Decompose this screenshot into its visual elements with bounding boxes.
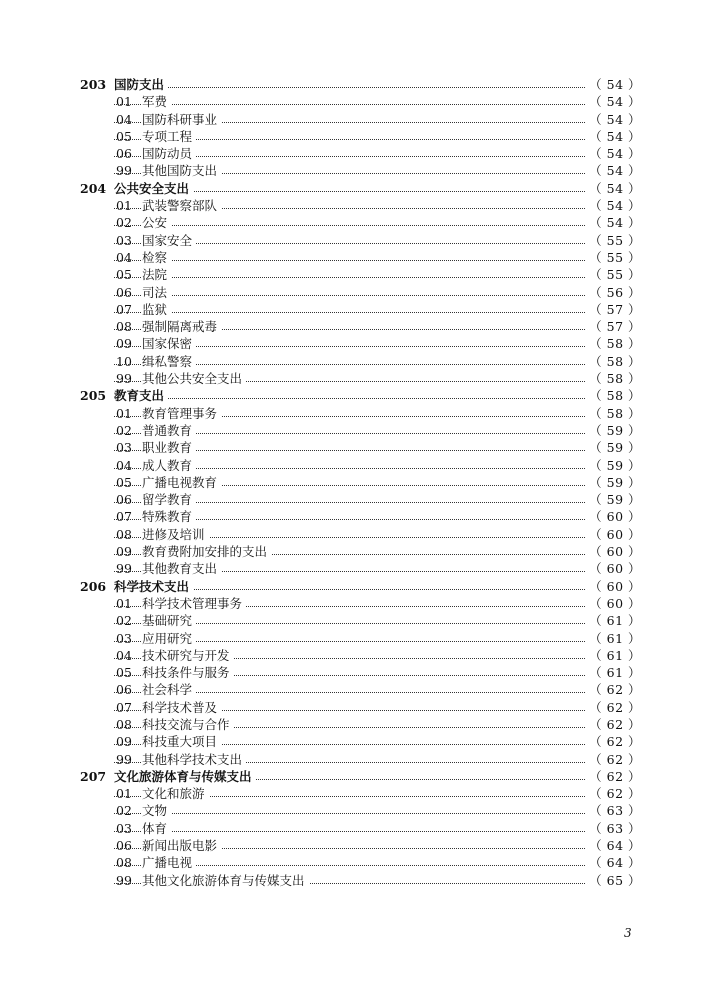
toc-page-ref: （ 57 ）: [585, 318, 641, 335]
toc-code: 204: [80, 180, 107, 196]
toc-item-row[interactable]: [0, 491, 721, 508]
toc-title: 缉私警察: [142, 353, 196, 370]
table-of-contents: [0, 76, 721, 889]
toc-page-ref: （ 60 ）: [585, 560, 641, 577]
toc-item-row[interactable]: [0, 422, 721, 439]
toc-code: 05: [116, 665, 132, 681]
toc-page-ref: （ 60 ）: [585, 508, 641, 525]
toc-item-row[interactable]: [0, 474, 721, 491]
toc-page-ref: （ 54 ）: [585, 162, 641, 179]
toc-code: 02: [116, 803, 132, 819]
toc-item-row[interactable]: [0, 249, 721, 266]
toc-page-ref: （ 56 ）: [585, 284, 641, 301]
toc-title: 广播电视教育: [142, 474, 221, 491]
toc-title: 新闻出版电影: [142, 837, 221, 854]
toc-page-ref: （ 59 ）: [585, 439, 641, 456]
toc-code: 01: [116, 405, 132, 421]
toc-code: 01: [116, 198, 132, 214]
toc-item-row[interactable]: [0, 612, 721, 629]
toc-item-row[interactable]: [0, 439, 721, 456]
toc-code: 09: [116, 544, 132, 560]
toc-page-ref: （ 60 ）: [585, 595, 641, 612]
toc-item-row[interactable]: [0, 664, 721, 681]
toc-item-row[interactable]: [0, 526, 721, 543]
toc-code: 07: [116, 509, 132, 525]
toc-page-ref: （ 64 ）: [585, 837, 641, 854]
toc-page-ref: （ 55 ）: [585, 232, 641, 249]
toc-title: 成人教育: [142, 457, 196, 474]
toc-code: 04: [116, 249, 132, 265]
toc-page-ref: （ 59 ）: [585, 457, 641, 474]
toc-code: 01: [116, 595, 132, 611]
dot-leader: [114, 277, 607, 278]
toc-code: 03: [116, 232, 132, 248]
toc-section-row[interactable]: [0, 578, 721, 595]
toc-code: 10: [116, 353, 132, 369]
toc-page-ref: （ 54 ）: [585, 197, 641, 214]
toc-page-ref: （ 63 ）: [585, 820, 641, 837]
toc-title: 专项工程: [142, 128, 196, 145]
toc-title: 强制隔离戒毒: [142, 318, 221, 335]
dot-leader: [114, 295, 607, 296]
dot-leader: [114, 260, 607, 261]
toc-code: 01: [116, 94, 132, 110]
toc-code: 03: [116, 820, 132, 836]
toc-title: 其他科学技术支出: [142, 751, 246, 768]
toc-code: 04: [116, 457, 132, 473]
toc-page-ref: （ 54 ）: [585, 145, 641, 162]
toc-page-ref: （ 62 ）: [585, 681, 641, 698]
toc-code: 04: [116, 111, 132, 127]
toc-item-row[interactable]: [0, 266, 721, 283]
toc-code: 205: [80, 388, 107, 404]
toc-title: 科学技术管理事务: [142, 595, 246, 612]
toc-item-row[interactable]: [0, 681, 721, 698]
toc-title: 教育支出: [114, 387, 168, 404]
toc-item-row[interactable]: [0, 699, 721, 716]
toc-title: 其他公共安全支出: [142, 370, 246, 387]
toc-item-row[interactable]: [0, 232, 721, 249]
toc-title: 检察: [142, 249, 171, 266]
dot-leader: [114, 831, 607, 832]
toc-code: 05: [116, 128, 132, 144]
toc-page-ref: （ 54 ）: [585, 76, 641, 93]
toc-code: 08: [116, 526, 132, 542]
toc-page-ref: （ 65 ）: [585, 872, 641, 889]
toc-title: 国家安全: [142, 232, 196, 249]
toc-title: 法院: [142, 266, 171, 283]
toc-title: 文化和旅游: [142, 785, 209, 802]
toc-title: 武装警察部队: [142, 197, 221, 214]
toc-title: 监狱: [142, 301, 171, 318]
toc-page-ref: （ 64 ）: [585, 854, 641, 871]
toc-page-ref: （ 61 ）: [585, 647, 641, 664]
toc-code: 02: [116, 613, 132, 629]
toc-page-ref: （ 62 ）: [585, 699, 641, 716]
dot-leader: [114, 87, 607, 88]
toc-code: 06: [116, 146, 132, 162]
toc-title: 技术研究与开发: [142, 647, 234, 664]
toc-item-row[interactable]: [0, 751, 721, 768]
toc-item-row[interactable]: [0, 128, 721, 145]
toc-page-ref: （ 58 ）: [585, 387, 641, 404]
toc-code: 08: [116, 319, 132, 335]
toc-page-ref: （ 62 ）: [585, 733, 641, 750]
toc-title: 科学技术支出: [114, 578, 193, 595]
toc-title: 科技重大项目: [142, 733, 221, 750]
toc-code: 04: [116, 647, 132, 663]
toc-page-ref: （ 58 ）: [585, 370, 641, 387]
toc-item-row[interactable]: [0, 353, 721, 370]
toc-title: 职业教育: [142, 439, 196, 456]
page-number: 3: [624, 926, 632, 940]
toc-title: 特殊教育: [142, 508, 196, 525]
toc-code: 203: [80, 77, 107, 92]
toc-item-row[interactable]: [0, 854, 721, 871]
toc-code: 99: [116, 751, 132, 767]
toc-title: 普通教育: [142, 422, 196, 439]
toc-code: 03: [116, 630, 132, 646]
toc-code: 07: [116, 301, 132, 317]
toc-page-ref: （ 55 ）: [585, 249, 641, 266]
toc-title: 国防动员: [142, 145, 196, 162]
toc-title: 其他文化旅游体育与传媒支出: [142, 872, 309, 889]
toc-page-ref: （ 63 ）: [585, 802, 641, 819]
toc-page-ref: （ 62 ）: [585, 785, 641, 802]
dot-leader: [114, 225, 607, 226]
toc-item-row[interactable]: [0, 405, 721, 422]
toc-page-ref: （ 61 ）: [585, 630, 641, 647]
toc-item-row[interactable]: [0, 162, 721, 179]
toc-title: 应用研究: [142, 630, 196, 647]
toc-title: 其他教育支出: [142, 560, 221, 577]
toc-item-row[interactable]: [0, 630, 721, 647]
toc-section-row[interactable]: [0, 387, 721, 404]
toc-section-row[interactable]: [0, 180, 721, 197]
toc-item-row[interactable]: [0, 785, 721, 802]
toc-title: 广播电视: [142, 854, 196, 871]
toc-title: 科技条件与服务: [142, 664, 234, 681]
toc-item-row[interactable]: [0, 508, 721, 525]
toc-title: 教育费附加安排的支出: [142, 543, 271, 560]
toc-code: 09: [116, 336, 132, 352]
toc-title: 文物: [142, 802, 171, 819]
toc-item-row[interactable]: [0, 802, 721, 819]
toc-code: 02: [116, 422, 132, 438]
toc-code: 05: [116, 474, 132, 490]
toc-item-row[interactable]: [0, 820, 721, 837]
toc-code: 207: [80, 768, 107, 784]
toc-item-row[interactable]: [0, 733, 721, 750]
toc-page-ref: （ 54 ）: [585, 93, 641, 110]
toc-page-ref: （ 60 ）: [585, 578, 641, 595]
toc-title: 公共安全支出: [114, 180, 193, 197]
toc-item-row[interactable]: [0, 872, 721, 889]
toc-page-ref: （ 54 ）: [585, 128, 641, 145]
toc-section-row[interactable]: [0, 768, 721, 785]
toc-code: 08: [116, 855, 132, 871]
toc-page-ref: （ 62 ）: [585, 716, 641, 733]
toc-page-ref: （ 58 ）: [585, 405, 641, 422]
toc-title: 司法: [142, 284, 171, 301]
toc-item-row[interactable]: [0, 716, 721, 733]
dot-leader: [114, 104, 607, 105]
toc-page-ref: （ 62 ）: [585, 751, 641, 768]
toc-title: 国家保密: [142, 335, 196, 352]
toc-title: 国防支出: [114, 76, 168, 93]
toc-code: 07: [116, 699, 132, 715]
toc-title: 文化旅游体育与传媒支出: [114, 768, 256, 785]
toc-title: 其他国防支出: [142, 162, 221, 179]
toc-code: 99: [116, 561, 132, 577]
toc-title: 基础研究: [142, 612, 196, 629]
toc-code: 06: [116, 838, 132, 854]
toc-code: 06: [116, 682, 132, 698]
toc-page-ref: （ 54 ）: [585, 180, 641, 197]
toc-page-ref: （ 59 ）: [585, 422, 641, 439]
toc-code: 08: [116, 716, 132, 732]
toc-title: 军费: [142, 93, 171, 110]
dot-leader: [114, 398, 607, 399]
toc-item-row[interactable]: [0, 145, 721, 162]
toc-page-ref: （ 57 ）: [585, 301, 641, 318]
toc-title: 公安: [142, 214, 171, 231]
toc-title: 社会科学: [142, 681, 196, 698]
toc-title: 科学技术普及: [142, 699, 221, 716]
toc-page-ref: （ 54 ）: [585, 111, 641, 128]
toc-page-ref: （ 58 ）: [585, 353, 641, 370]
toc-item-row[interactable]: [0, 284, 721, 301]
toc-section-row[interactable]: [0, 76, 721, 93]
toc-item-row[interactable]: [0, 595, 721, 612]
toc-item-row[interactable]: [0, 93, 721, 110]
toc-item-row[interactable]: [0, 301, 721, 318]
toc-page-ref: （ 55 ）: [585, 266, 641, 283]
toc-page-ref: （ 60 ）: [585, 543, 641, 560]
toc-code: 02: [116, 215, 132, 231]
toc-page-ref: （ 61 ）: [585, 664, 641, 681]
toc-item-row[interactable]: [0, 318, 721, 335]
toc-item-row[interactable]: [0, 647, 721, 664]
toc-item-row[interactable]: [0, 543, 721, 560]
toc-code: 06: [116, 284, 132, 300]
toc-code: 206: [80, 578, 107, 594]
toc-page-ref: （ 58 ）: [585, 335, 641, 352]
toc-title: 进修及培训: [142, 526, 209, 543]
toc-code: 99: [116, 163, 132, 179]
toc-item-row[interactable]: [0, 837, 721, 854]
toc-item-row[interactable]: [0, 560, 721, 577]
toc-item-row[interactable]: [0, 457, 721, 474]
toc-code: 05: [116, 267, 132, 283]
toc-title: 留学教育: [142, 491, 196, 508]
toc-item-row[interactable]: [0, 370, 721, 387]
toc-title: 科技交流与合作: [142, 716, 234, 733]
toc-item-row[interactable]: [0, 214, 721, 231]
dot-leader: [114, 813, 607, 814]
toc-page-ref: （ 54 ）: [585, 214, 641, 231]
toc-page-ref: （ 61 ）: [585, 612, 641, 629]
toc-title: 体育: [142, 820, 171, 837]
toc-page-ref: （ 60 ）: [585, 526, 641, 543]
toc-page-ref: （ 62 ）: [585, 768, 641, 785]
toc-code: 06: [116, 492, 132, 508]
dot-leader: [114, 312, 607, 313]
toc-code: 99: [116, 371, 132, 387]
toc-page-ref: （ 59 ）: [585, 491, 641, 508]
toc-item-row[interactable]: [0, 197, 721, 214]
toc-code: 01: [116, 786, 132, 802]
toc-code: 99: [116, 872, 132, 888]
toc-title: 国防科研事业: [142, 111, 221, 128]
toc-page-ref: （ 59 ）: [585, 474, 641, 491]
toc-item-row[interactable]: [0, 335, 721, 352]
toc-code: 09: [116, 734, 132, 750]
toc-title: 教育管理事务: [142, 405, 221, 422]
toc-item-row[interactable]: [0, 111, 721, 128]
toc-code: 03: [116, 440, 132, 456]
